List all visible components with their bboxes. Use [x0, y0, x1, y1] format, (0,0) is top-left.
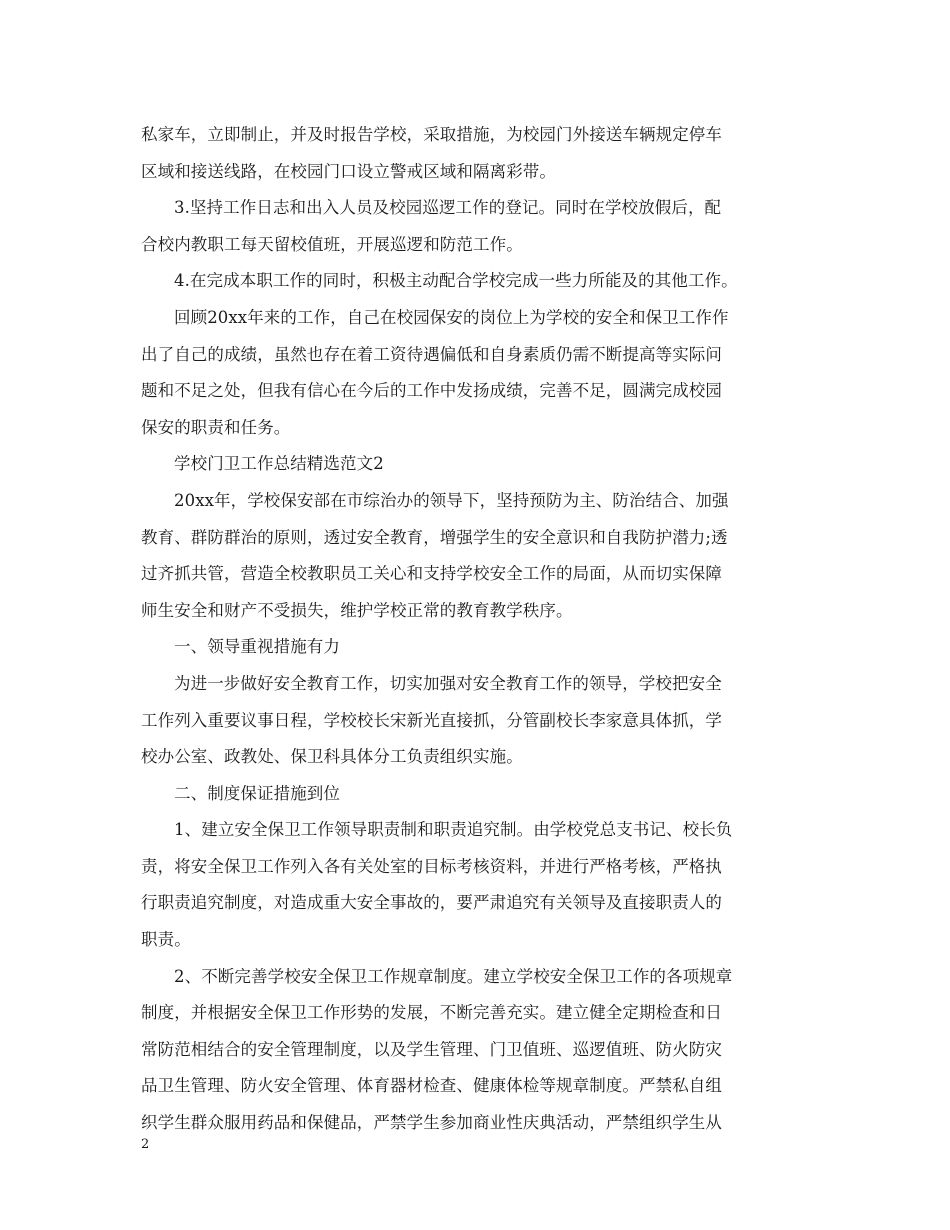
text-line: 师生安全和财产不受损失，维护学校正常的教育教学秩序。 [141, 600, 573, 620]
text-line: 常防范相结合的安全管理制度，以及学生管理、门卫值班、巡逻值班、防火防灾 [141, 1039, 722, 1059]
text-line: 回顾20xx年来的工作，自己在校园保安的岗位上为学校的安全和保卫工作作 [174, 307, 729, 327]
text-line: 2、不断完善学校安全保卫工作规章制度。建立学校安全保卫工作的各项规章 [174, 966, 733, 986]
text-line: 出了自己的成绩，虽然也存在着工资待遇偏低和自身素质仍需不断提高等实际问 [141, 344, 722, 364]
text-line: 一、领导重视措施有力 [174, 637, 340, 657]
text-line: 3.坚持工作日志和出入人员及校园巡逻工作的登记。同时在学校放假后，配 [174, 198, 722, 218]
document-body [141, 117, 811, 1142]
text-line: 合校内教职工每天留校值班，开展巡逻和防范工作。 [141, 234, 523, 254]
text-line: 责，将安全保卫工作列入各有关处室的目标考核资料，并进行严格考核，严格执 [141, 856, 722, 876]
text-line: 制度，并根据安全保卫工作形势的发展，不断完善充实。建立健全定期检查和日 [141, 1003, 722, 1023]
text-line: 学校门卫工作总结精选范文2 [174, 454, 384, 474]
text-line: 题和不足之处，但我有信心在今后的工作中发扬成绩，完善不足，圆满完成校园 [141, 381, 722, 401]
text-line: 工作列入重要议事日程，学校校长宋新光直接抓，分管副校长李家意具体抓，学 [141, 710, 722, 730]
text-line: 1、建立安全保卫工作领导职责制和职责追究制。由学校党总支书记、校长负 [174, 820, 733, 840]
text-line: 为进一步做好安全教育工作，切实加强对安全教育工作的领导，学校把安全 [174, 673, 722, 693]
text-line: 4.在完成本职工作的同时，积极主动配合学校完成一些力所能及的其他工作。 [174, 271, 738, 291]
text-line: 职责。 [141, 930, 191, 950]
text-line: 区域和接送线路，在校园门口设立警戒区域和隔离彩带。 [141, 161, 556, 181]
text-line: 二、制度保证措施到位 [174, 783, 340, 803]
text-line: 私家车，立即制止，并及时报告学校，采取措施，为校园门外接送车辆规定停车 [141, 125, 722, 144]
text-line: 教育、群防群治的原则，透过安全教育，增强学生的安全意识和自我防护潜力;透 [141, 527, 728, 547]
page-number: 2 [141, 1137, 150, 1152]
text-line: 保安的职责和任务。 [141, 417, 291, 437]
text-line: 行职责追究制度，对造成重大安全事故的，要严肃追究有关领导及直接职责人的 [141, 893, 722, 913]
text-line: 织学生群众服用药品和保健品，严禁学生参加商业性庆典活动，严禁组织学生从 [141, 1113, 722, 1133]
text-line: 过齐抓共管，营造全校教职员工关心和支持学校安全工作的局面，从而切实保障 [141, 564, 722, 584]
text-line: 20xx年，学校保安部在市综治办的领导下，坚持预防为主、防治结合、加强 [174, 490, 729, 510]
text-line: 校办公室、政教处、保卫科具体分工负责组织实施。 [141, 747, 523, 767]
text-line: 品卫生管理、防火安全管理、体育器材检查、健康体检等规章制度。严禁私自组 [141, 1076, 722, 1096]
